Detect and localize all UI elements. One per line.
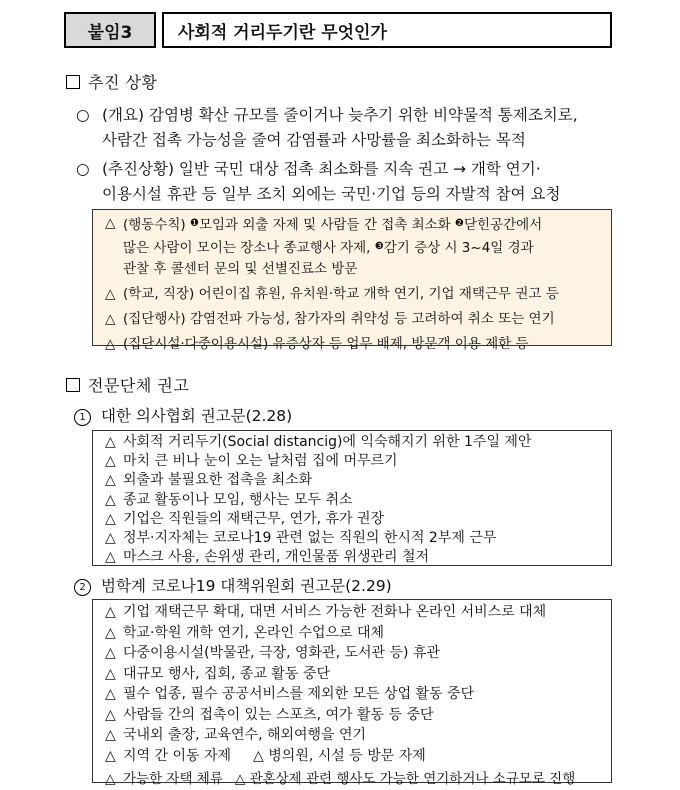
list-item: △ 마치 큰 비나 눈이 오는 날처럼 집에 머무르기 <box>99 452 605 471</box>
list-item: △ (집단행사) 감염전파 가능성, 참가자의 취약성 등 고려하여 취소 또는 연기 <box>99 309 605 330</box>
number-badge-icon: ❶ <box>190 218 199 229</box>
list-item: △ 정부·지자체는 코로나19 관련 없는 직원의 한시적 2부제 근무 <box>99 529 605 548</box>
triangle-bullet-icon: △ <box>105 747 116 764</box>
attachment-tag: 붙임3 <box>64 12 156 48</box>
triangle-bullet-icon: △ <box>105 645 116 661</box>
triangle-bullet-icon: △ <box>105 665 116 682</box>
title-row <box>64 12 612 50</box>
square-bullet-icon <box>66 75 80 89</box>
bullet-status <box>76 157 616 207</box>
triangle-bullet-icon: △ <box>105 530 116 547</box>
triangle-bullet-icon: △ <box>105 434 116 450</box>
kma-recommendations-box <box>92 430 612 566</box>
circle-bullet-icon: ○ <box>76 160 90 178</box>
list-item: △ (학교, 직장) 어린이집 휴원, 유치원·학교 개학 연기, 기업 재택근무 권고 등 <box>99 284 605 305</box>
list-item: △ 가능한 자택 체류 △ 관혼상제 관련 행사도 가능한 연기하거나 소규모로 진행 <box>99 769 605 790</box>
circled-number-icon: 2 <box>74 579 91 596</box>
bullet-overview <box>76 103 616 153</box>
triangle-bullet-icon: △ <box>105 286 116 302</box>
square-bullet-icon <box>66 378 80 392</box>
list-item: △ 국내외 출장, 교육연수, 해외여행을 연기 <box>99 725 605 746</box>
list-item: △ 종교 활동이나 모임, 행사는 모두 취소 <box>99 491 605 510</box>
list-item: △ (집단시설·다중이용시설) 유증상자 등 업무 배제, 방문객 이용 제한 등 <box>99 334 605 355</box>
triangle-bullet-icon: △ <box>105 727 116 743</box>
bullet-line: (추진상황) 일반 국민 대상 접촉 최소화를 지속 권고 → 개학 연기· <box>102 160 541 178</box>
document-title: 사회적 거리두기란 무엇인가 <box>162 12 612 48</box>
list-item: △ 기업은 직원들의 재택근무, 연가, 휴가 권장 <box>99 510 605 529</box>
list-item: △ (행동수칙) $^❶$모임과 외출 자제 및 사람들 간 접촉 최소화 $^❷$닫힌공간에서 <box>105 215 543 233</box>
bullet-line: 사람간 접촉 가능성을 줄여 감염률과 사망률을 최소화하는 목적 <box>102 131 526 149</box>
section-heading-expert: 전문단체 권고 <box>66 373 189 396</box>
list-item: △ 학교·학원 개학 연기, 온라인 수업으로 대체 <box>99 623 605 644</box>
triangle-bullet-icon: △ <box>105 604 116 620</box>
sub-heading-committee: 2 범학계 코로나19 대책위원회 권고문(2.29) <box>74 574 392 596</box>
triangle-bullet-icon: △ <box>105 706 116 723</box>
triangle-bullet-icon: △ <box>105 686 116 702</box>
list-item: △ 다중이용시설(박물관, 극장, 영화관, 도서관 등) 휴관 <box>99 643 605 664</box>
section-heading-progress: 추진 상황 <box>66 70 157 93</box>
triangle-bullet-icon: △ <box>105 472 116 489</box>
number-badge-icon: ❷ <box>455 218 464 229</box>
triangle-bullet-icon: △ <box>105 311 116 327</box>
triangle-bullet-icon: △ <box>105 771 116 787</box>
triangle-bullet-icon: △ <box>253 747 264 764</box>
triangle-bullet-icon: △ <box>105 549 116 566</box>
list-item-continuation: 많은 사람이 모이는 장소나 종교행사 자제, $^❸$감기 증상 시 3~4일 경과 <box>123 240 534 256</box>
number-badge-icon: ❸ <box>374 241 384 252</box>
triangle-bullet-icon: △ <box>105 453 116 470</box>
list-item: △ 대규모 행사, 집회, 종교 활동 중단 <box>99 664 605 685</box>
circled-number-icon: 1 <box>74 409 91 426</box>
triangle-bullet-icon: △ <box>105 491 116 508</box>
list-item: △ 외출과 불필요한 접촉을 최소화 <box>99 471 605 490</box>
triangle-bullet-icon: △ <box>105 510 116 527</box>
list-item: △ 사람들 간의 접촉이 있는 스포츠, 여가 활동 등 중단 <box>99 705 605 726</box>
sub-heading-kma: 1 대한 의사협회 권고문(2.28) <box>74 404 292 426</box>
measures-box <box>92 209 612 352</box>
triangle-bullet-icon: △ <box>105 215 116 231</box>
committee-recommendations-box <box>92 599 612 787</box>
triangle-bullet-icon: △ <box>105 336 116 352</box>
list-item: △ 사회적 거리두기(Social distancig)에 익숙해지기 위한 1주일 제안 <box>99 433 605 452</box>
bullet-line: 이용시설 휴관 등 일부 조치 외에는 국민·기업 등의 자발적 참여 요청 <box>102 185 561 203</box>
list-item: △ 지역 간 이동 자제 △ 병의원, 시설 등 방문 자제 <box>99 746 605 767</box>
list-item: △ 기업 재택근무 확대, 대면 서비스 가능한 전화나 온라인 서비스로 대체 <box>99 602 605 623</box>
list-item-continuation: 관찰 후 콜센터 문의 및 선별진료소 방문 <box>123 261 358 277</box>
bullet-line: (개요) 감염병 확산 규모를 줄이거나 늦추기 위한 비약물적 통제조치로, <box>102 106 578 124</box>
list-item: △ 필수 업종, 필수 공공서비스를 제외한 모든 상업 활동 중단 <box>99 684 605 705</box>
triangle-bullet-icon: △ <box>105 624 116 641</box>
circle-bullet-icon: ○ <box>76 106 90 124</box>
triangle-bullet-icon: △ <box>234 771 246 787</box>
list-item: △ 마스크 사용, 손위생 관리, 개인물품 위생관리 철저 <box>99 548 605 567</box>
